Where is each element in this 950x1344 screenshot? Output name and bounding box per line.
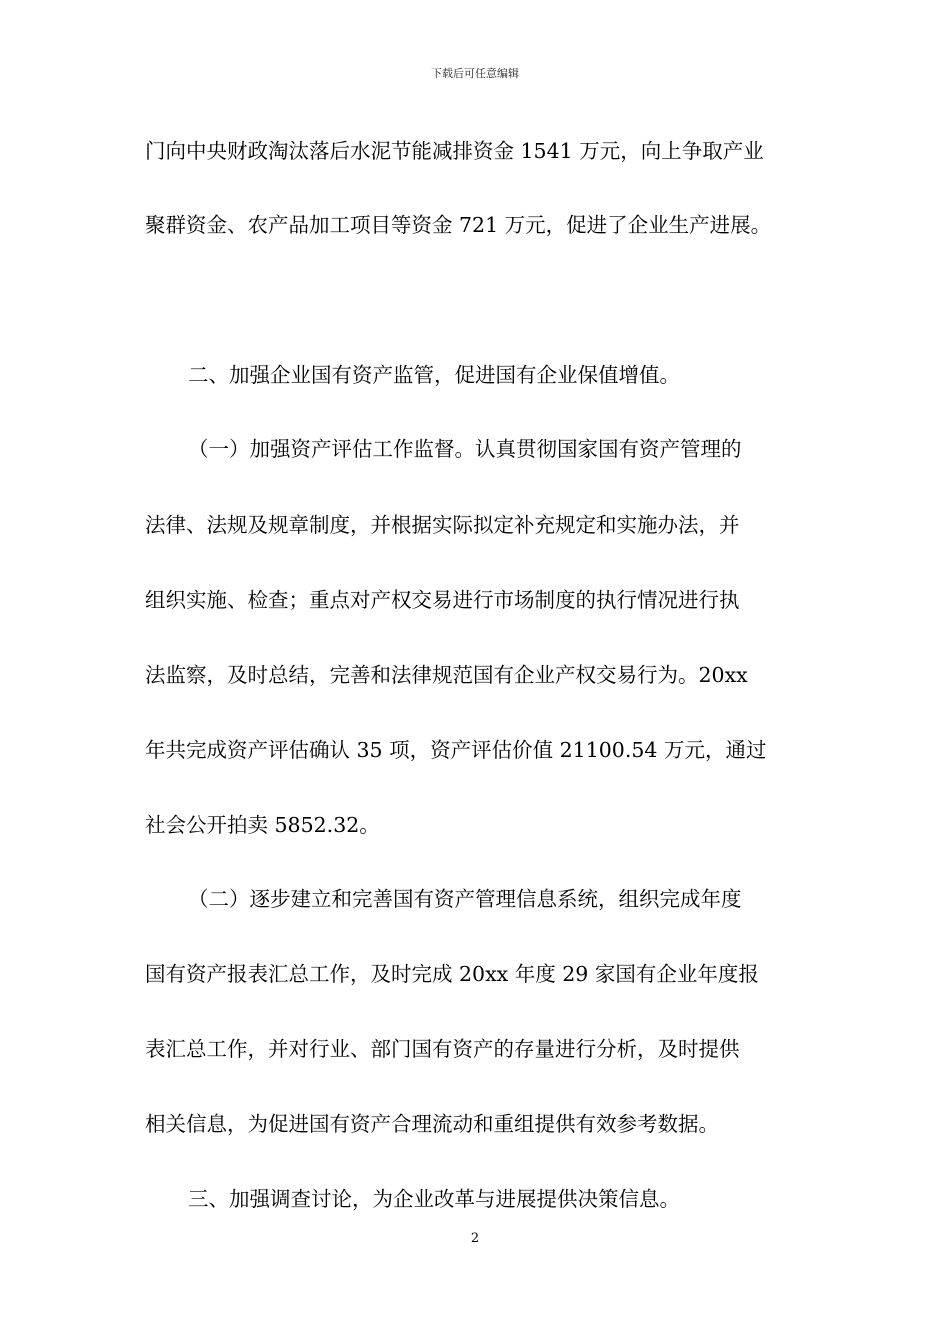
- page-number: 2: [470, 1231, 480, 1246]
- paragraph-line: （一）加强资产评估工作监督。认真贯彻国家国有资产管理的: [188, 437, 742, 461]
- paragraph-line: 社会公开拍卖 5852.32。: [145, 813, 380, 837]
- paragraph-line: 门向中央财政淘汰落后水泥节能减排资金 1541 万元，向上争取产业: [145, 139, 764, 163]
- section-heading: 二、加强企业国有资产监管，促进国有企业保值增值。: [188, 363, 680, 387]
- paragraph-line: 年共完成资产评估确认 35 项，资产评估价值 21100.54 万元，通过: [145, 738, 767, 762]
- page-header: 下载后可任意编辑: [431, 67, 519, 80]
- paragraph-line: 组织实施、检查；重点对产权交易进行市场制度的执行情况进行执: [145, 588, 740, 612]
- paragraph-line: 表汇总工作，并对行业、部门国有资产的存量进行分析，及时提供: [145, 1037, 740, 1061]
- paragraph-line: 聚群资金、农产品加工项目等资金 721 万元，促进了企业生产进展。: [145, 213, 772, 237]
- paragraph-line: 法监察，及时总结，完善和法律规范国有企业产权交易行为。20xx: [145, 663, 748, 687]
- paragraph-line: 相关信息，为促进国有资产合理流动和重组提供有效参考数据。: [145, 1112, 719, 1136]
- paragraph-line: 法律、法规及规章制度，并根据实际拟定补充规定和实施办法，并: [145, 513, 740, 537]
- section-heading: 三、加强调查讨论，为企业改革与进展提供决策信息。: [188, 1187, 680, 1211]
- paragraph-line: 国有资产报表汇总工作，及时完成 20xx 年度 29 家国有企业年度报: [145, 962, 759, 986]
- paragraph-line: （二）逐步建立和完善国有资产管理信息系统，组织完成年度: [188, 887, 742, 911]
